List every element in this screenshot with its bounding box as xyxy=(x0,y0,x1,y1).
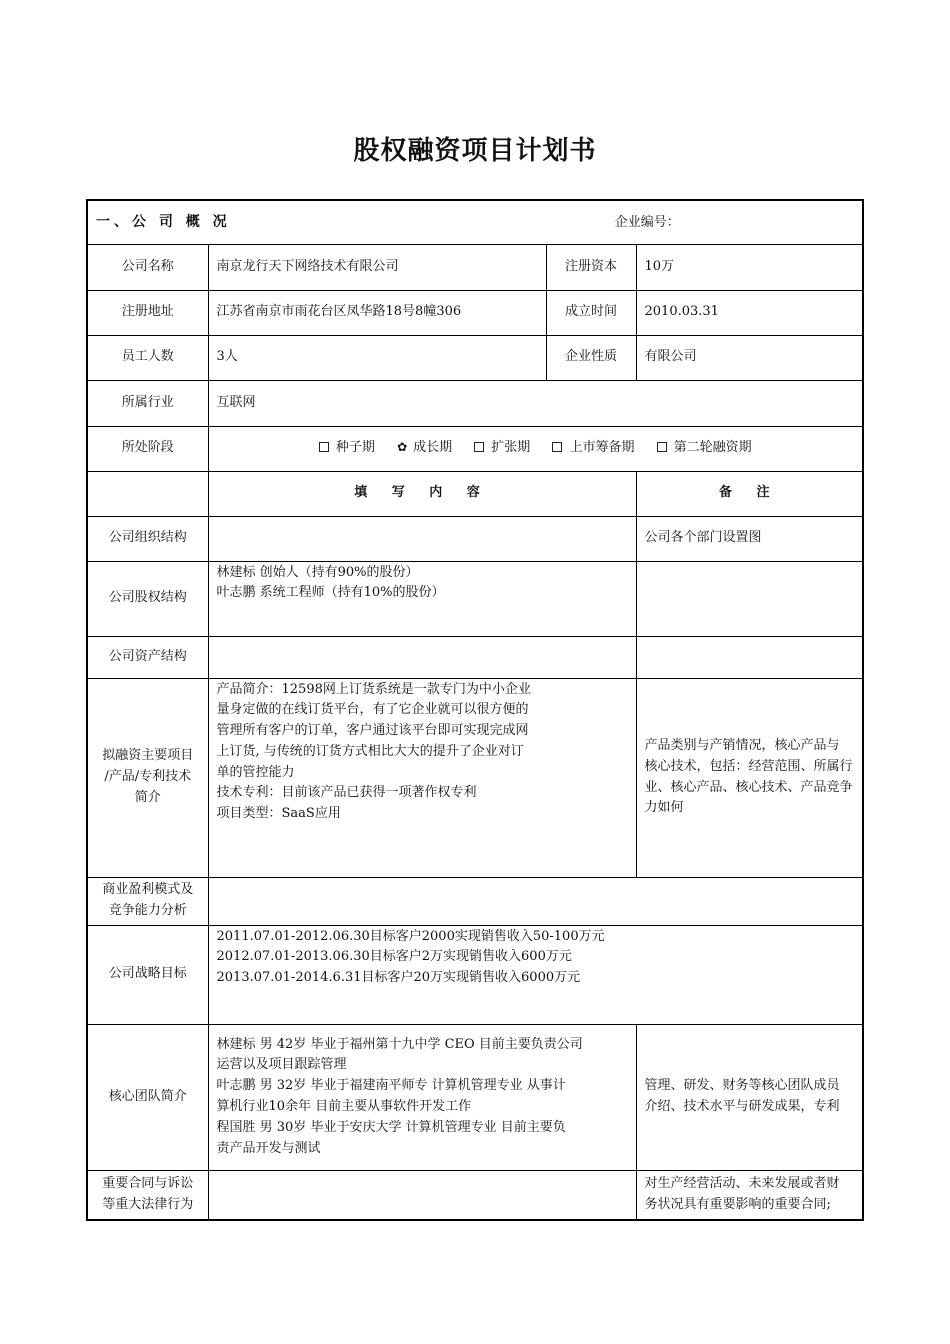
address-value: 江苏省南京市雨花台区凤华路18号8幢306 xyxy=(208,290,546,335)
core-team-content: 林建标 男 42岁 毕业于福州第十九中学 CEO 目前主要负责公司 运营以及项目跟踪管理 叶志鹏 男 32岁 毕业于福建南平师专 计算机管理专业 从事计 算机行业10余年 目前主要从事软件开发工作 程国胜 男 30岁 毕业于安庆大学 计算机管理专业 目前主要负 责产品开发与测试 xyxy=(208,1024,636,1170)
equity-structure-remark xyxy=(636,561,863,636)
org-structure-label: 公司组织结构 xyxy=(87,516,208,561)
staff-label: 员工人数 xyxy=(87,335,208,380)
stage-label: 所处阶段 xyxy=(87,426,208,471)
strategy-label: 公司战略目标 xyxy=(87,925,208,1024)
stage-row xyxy=(87,426,863,471)
company-name-row xyxy=(87,244,863,290)
org-structure-remark: 公司各个部门设置图 xyxy=(636,516,863,561)
project-intro-content: 产品简介：12598网上订货系统是一款专门为中小企业 量身定做的在线订货平台，有了它企业就可以很方便的 管理所有客户的订单，客户通过该平台即可实现完成网 上订货, 与传统的订货方式相比大大的提升了企业对订 单的管控能力 技术专利：目前该产品已获得一项著作权专利 项目类型：SaaS应用 xyxy=(208,678,636,877)
company-name-label: 公司名称 xyxy=(87,244,208,290)
stage-option-second-round[interactable]: 第二轮融资期 xyxy=(657,438,752,459)
stage-option-growth[interactable]: ✿ 成长期 xyxy=(397,438,452,459)
staff-row xyxy=(87,335,863,380)
business-model-label: 商业盈利模式及 竞争能力分析 xyxy=(87,877,208,925)
industry-label: 所属行业 xyxy=(87,380,208,426)
remark-column-header: 备 注 xyxy=(636,471,863,516)
core-team-row xyxy=(87,1024,863,1170)
founded-value: 2010.03.31 xyxy=(636,290,863,335)
asset-structure-remark xyxy=(636,636,863,678)
staff-value: 3人 xyxy=(208,335,546,380)
stage-option-seed[interactable]: 种子期 xyxy=(319,438,375,459)
section-heading: 一、公 司 概 况 xyxy=(96,213,231,230)
checkbox-icon[interactable] xyxy=(319,442,329,452)
asset-structure-row xyxy=(87,636,863,678)
asset-structure-label: 公司资产结构 xyxy=(87,636,208,678)
core-team-remark: 管理、研发、财务等核心团队成员 介绍、技术水平与研发成果，专利 xyxy=(636,1024,863,1170)
address-label: 注册地址 xyxy=(87,290,208,335)
capital-value: 10万 xyxy=(636,244,863,290)
equity-structure-label: 公司股权结构 xyxy=(87,561,208,636)
strategy-row xyxy=(87,925,863,1024)
project-intro-row xyxy=(87,678,863,877)
project-intro-remark: 产品类别与产销情况，核心产品与 核心技术，包括：经营范围、所属行 业、核心产品、核心技术、产品竞争 力如何 xyxy=(636,678,863,877)
stage-option-expansion[interactable]: 扩张期 xyxy=(474,438,530,459)
stage-options xyxy=(208,426,863,471)
strategy-content: 2011.07.01-2012.06.30目标客户2000实现销售收入50-100万元 2012.07.01-2013.06.30目标客户2万实现销售收入600万元 2013.07.01-2014.6.31目标客户20万实现销售收入6000万元 xyxy=(208,925,863,1024)
nature-value: 有限公司 xyxy=(636,335,863,380)
core-team-label: 核心团队简介 xyxy=(87,1024,208,1170)
address-row xyxy=(87,290,863,335)
nature-label: 企业性质 xyxy=(546,335,636,380)
content-column-header: 填 写 内 容 xyxy=(208,471,636,516)
legal-row xyxy=(87,1170,863,1220)
company-overview-form xyxy=(86,199,864,1221)
checkbox-icon[interactable] xyxy=(474,442,484,452)
asset-structure-content xyxy=(208,636,636,678)
industry-value: 互联网 xyxy=(208,380,863,426)
founded-label: 成立时间 xyxy=(546,290,636,335)
industry-row xyxy=(87,380,863,426)
capital-label: 注册资本 xyxy=(546,244,636,290)
org-structure-content xyxy=(208,516,636,561)
legal-label: 重要合同与诉讼 等重大法律行为 xyxy=(87,1170,208,1220)
column-header-row xyxy=(87,471,863,516)
checkbox-icon[interactable] xyxy=(552,442,562,452)
company-name-value: 南京龙行天下网络技术有限公司 xyxy=(208,244,546,290)
checkbox-icon[interactable] xyxy=(657,442,667,452)
selected-flower-icon[interactable]: ✿ xyxy=(397,440,408,455)
business-model-row xyxy=(87,877,863,925)
org-structure-row xyxy=(87,516,863,561)
section-header-row xyxy=(87,200,863,244)
equity-structure-content: 林建标 创始人（持有90%的股份） 叶志鹏 系统工程师（持有10%的股份） xyxy=(208,561,636,636)
document-title: 股权融资项目计划书 xyxy=(353,136,597,166)
legal-content xyxy=(208,1170,636,1220)
stage-option-pre-ipo[interactable]: 上市筹备期 xyxy=(552,438,634,459)
equity-structure-row xyxy=(87,561,863,636)
business-model-content xyxy=(208,877,863,925)
company-number-label: 企业编号： xyxy=(614,214,680,230)
project-intro-label: 拟融资主要项目 /产品/专利技术 简介 xyxy=(87,678,208,877)
legal-remark: 对生产经营活动、未来发展或者财 务状况具有重要影响的重要合同; xyxy=(636,1170,863,1220)
